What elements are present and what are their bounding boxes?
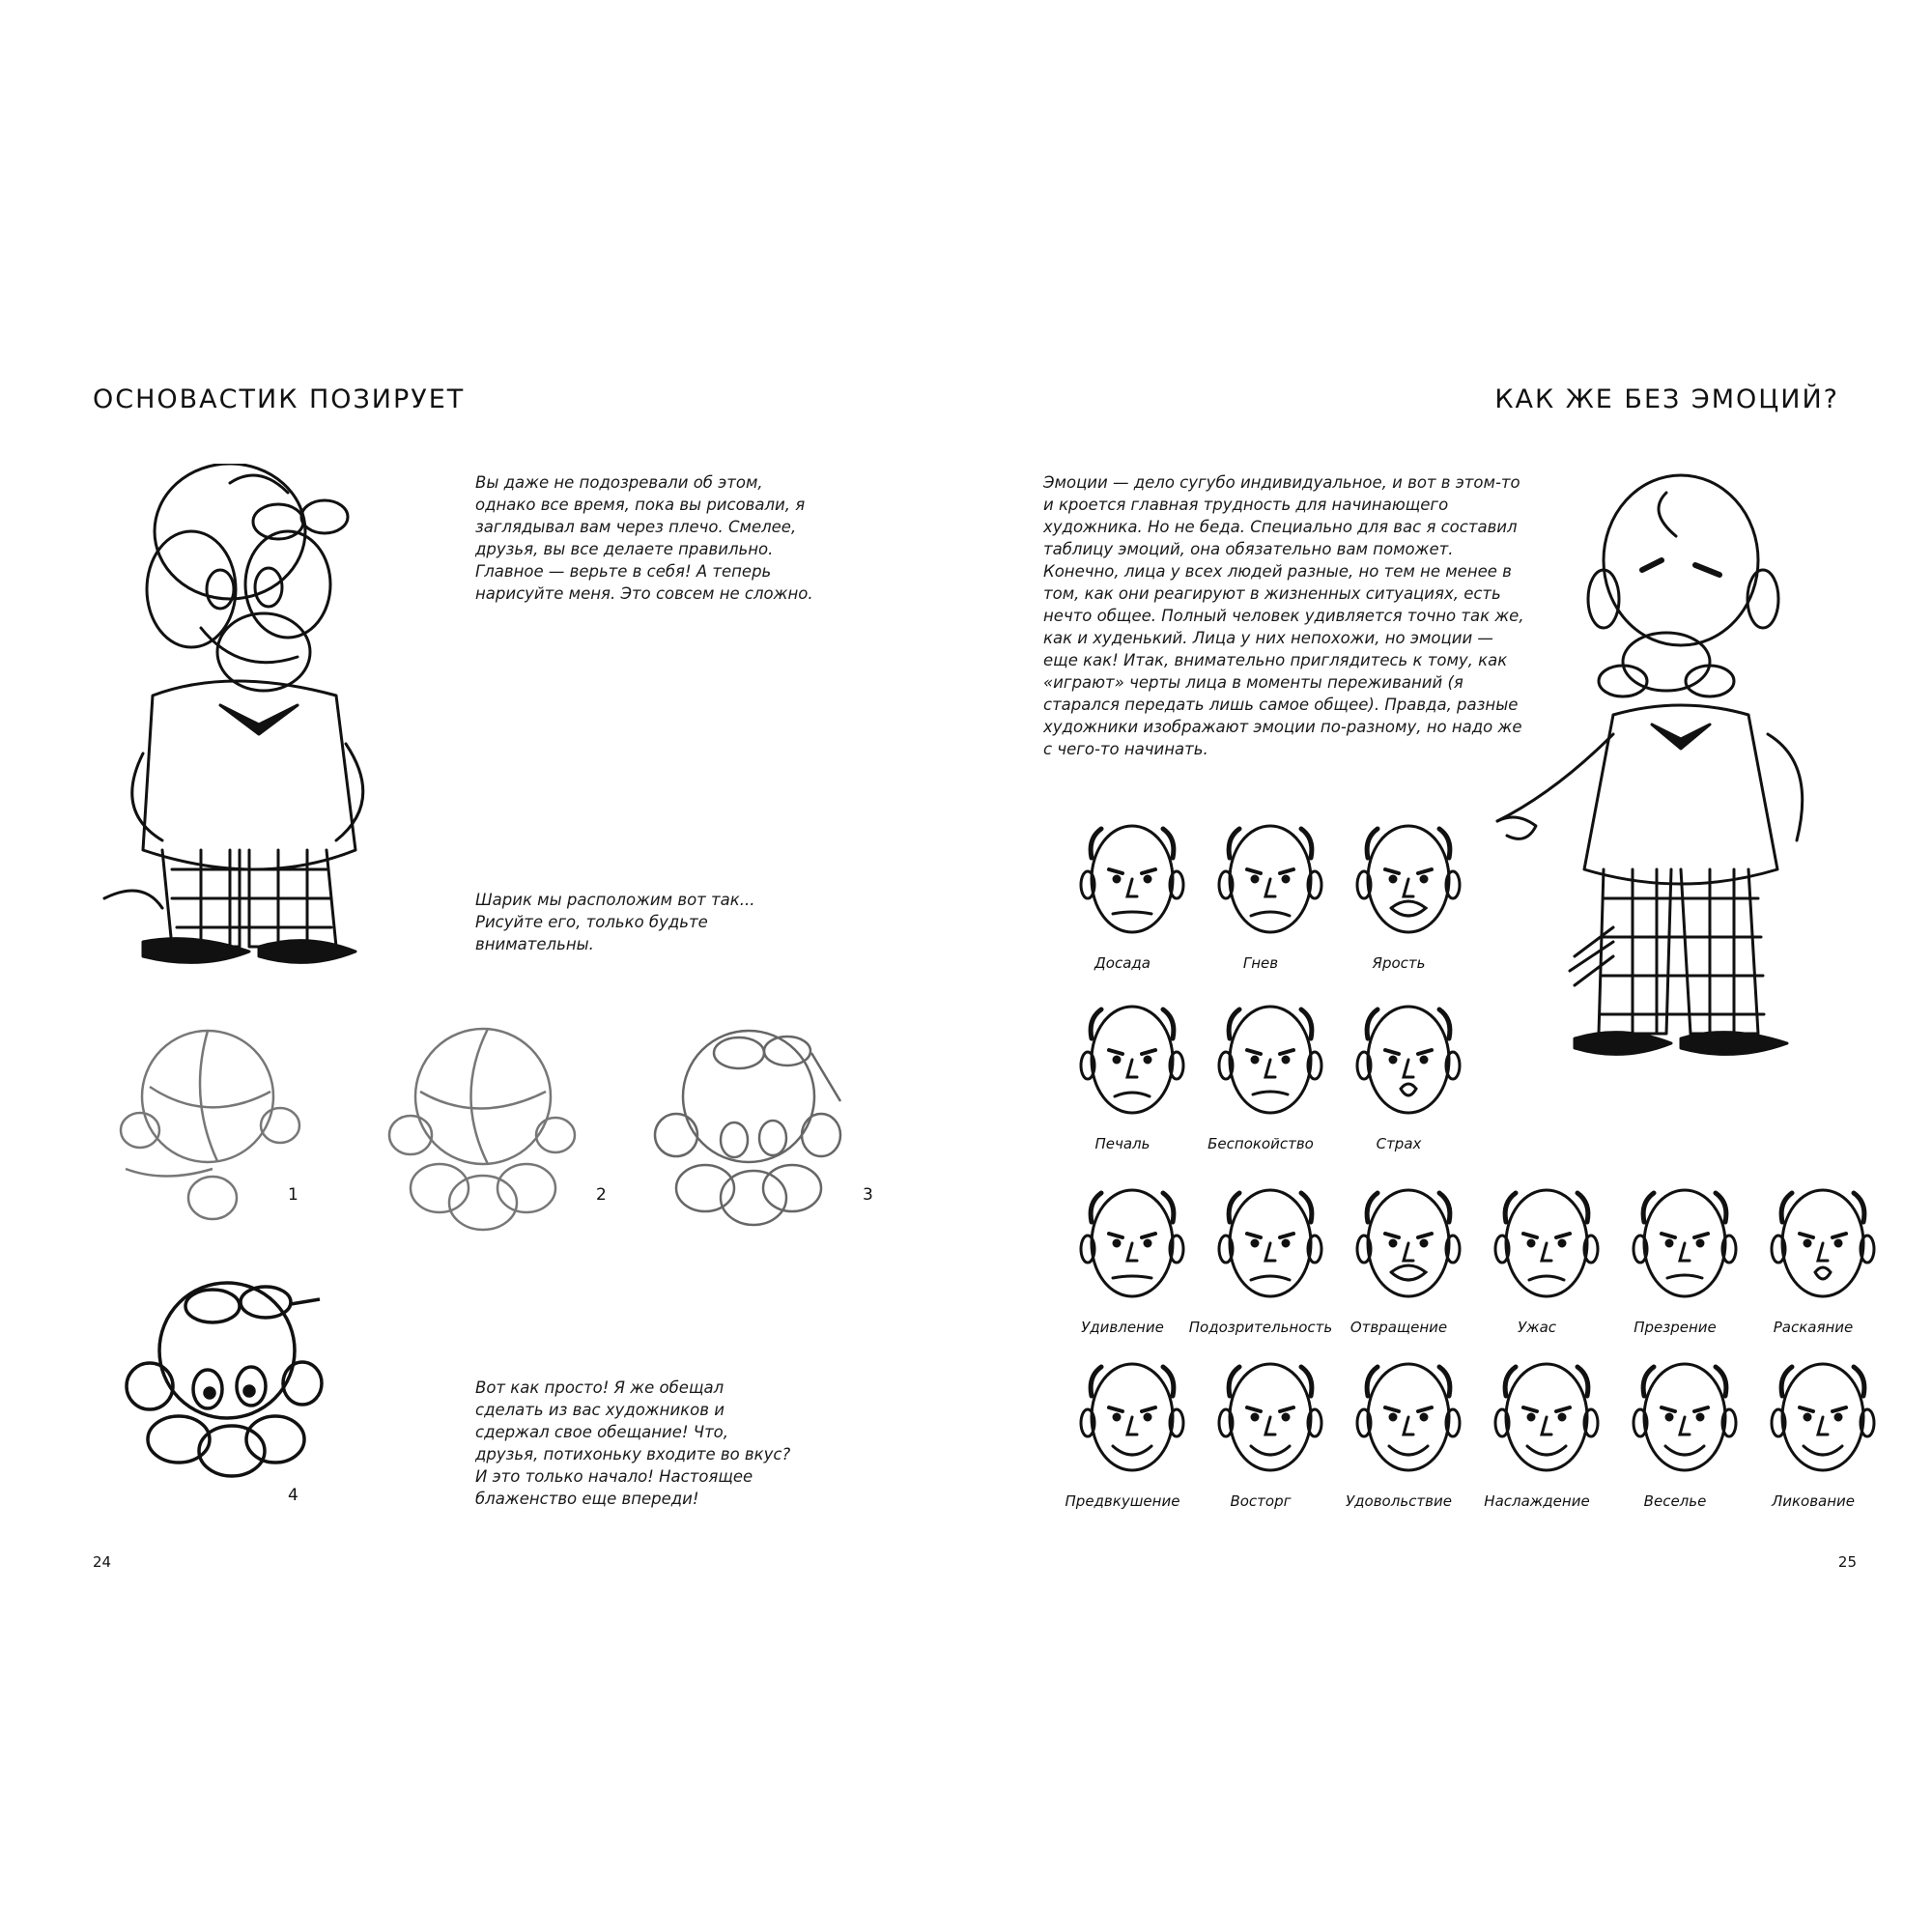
emotion-label: Ликование: [1771, 1492, 1856, 1510]
emotion-label: Ужас: [1517, 1319, 1557, 1336]
emotion-label: Подозрительность: [1188, 1319, 1333, 1336]
emotion-face: [1331, 819, 1466, 998]
right-page-title: КАК ЖЕ БЕЗ ЭМОЦИЙ?: [1494, 384, 1839, 414]
emotion-label: Наслаждение: [1484, 1492, 1590, 1510]
emotion-face: [1607, 1183, 1743, 1362]
emotion-face-drawing: [1350, 1183, 1466, 1309]
emotion-face: [1055, 1000, 1190, 1179]
emotion-face: [1193, 1357, 1328, 1536]
emotion-face-drawing: [1350, 1357, 1466, 1483]
intro-paragraph: Вы даже не подозревали об этом, однако все время, пока вы рисовали, я заглядывал вам через плечо. Смелее, друзья, вы все делаете правильно. Главное — верьте в себя! А теперь нарисуйте меня. Это совсем не сложно.: [475, 473, 813, 603]
sketch-step-2: [382, 1024, 580, 1232]
emotion-label: Веселье: [1643, 1492, 1707, 1510]
emotion-face-drawing: [1212, 819, 1328, 945]
closing-paragraph: Вот как просто! Я же обещал сделать из вас художников и сдержал свое обещание! Что, друзья, потихоньку входите во вкус? И это только начало! Настоящее блаженство еще впереди!: [475, 1378, 791, 1508]
emotion-face-drawing: [1627, 1357, 1743, 1483]
emotion-face-drawing: [1765, 1357, 1881, 1483]
emotion-face: [1055, 819, 1190, 998]
emotion-face-drawing: [1074, 819, 1190, 945]
emotion-face-drawing: [1074, 1183, 1190, 1309]
emotion-face-drawing: [1765, 1183, 1881, 1309]
emotion-face: [1193, 1000, 1328, 1179]
sketch-step-3: [647, 1024, 860, 1227]
emotion-label: Печаль: [1094, 1135, 1151, 1152]
emotion-label: Восторг: [1230, 1492, 1292, 1510]
emotion-face: [1331, 1183, 1466, 1362]
emotion-face-drawing: [1489, 1183, 1605, 1309]
emotion-face-drawing: [1489, 1357, 1605, 1483]
emotion-face: [1055, 1357, 1190, 1536]
emotion-face-drawing: [1212, 1000, 1328, 1125]
emotion-face-drawing: [1212, 1183, 1328, 1309]
sketch-step-2-number: 2: [596, 1185, 607, 1205]
emotion-label: Отвращение: [1350, 1319, 1448, 1336]
emotion-label: Презрение: [1634, 1319, 1717, 1336]
emotion-label: Предвкушение: [1065, 1492, 1180, 1510]
emotion-face-drawing: [1212, 1357, 1328, 1483]
emotion-label: Беспокойство: [1208, 1135, 1314, 1152]
emotion-face-drawing: [1350, 1000, 1466, 1125]
emotion-face: [1331, 1357, 1466, 1536]
emotion-label: Гнев: [1242, 954, 1279, 972]
standing-character-illustration: [1488, 473, 1864, 1063]
sketch-step-1-number: 1: [288, 1185, 298, 1205]
emotion-face-drawing: [1074, 1000, 1190, 1125]
seated-character-illustration: [85, 464, 418, 985]
emotion-label: Удивление: [1081, 1319, 1164, 1336]
emotion-face: [1746, 1183, 1881, 1362]
emotions-paragraph: Эмоции — дело сугубо индивидуальное, и вот в этом-то и кроется главная трудность для начинающего художника. Но не беда. Специально для вас я составил таблицу эмоций, она обязательно вам поможет. Конечно, лица у всех людей разные, но тем не менее в том, как они реагируют в жизненных ситуациях, есть нечто общее. Полный человек удивляется точно так же, как и худенький. Лица у них непохожи, но эмоции — еще как! Итак, внимательно приглядитесь к тому, как «играют» черты лица в моменты переживаний (я старался передать лишь самое общее). Правда, разные художники изображают эмоции по-разному, но надо же с чего-то начинать.: [1043, 473, 1524, 758]
left-page-title: ОСНОВАСТИК ПОЗИРУЕТ: [93, 384, 466, 414]
emotion-face: [1469, 1183, 1605, 1362]
emotion-face: [1331, 1000, 1466, 1179]
left-page-number: 24: [93, 1553, 112, 1571]
emotion-face: [1055, 1183, 1190, 1362]
sketch-step-1: [116, 1029, 309, 1222]
emotion-face: [1607, 1357, 1743, 1536]
ball-instruction-paragraph: Шарик мы расположим вот так... Рисуйте его, только будьте внимательны.: [475, 891, 755, 953]
emotion-label: Досада: [1094, 954, 1151, 972]
emotion-label: Ярость: [1372, 954, 1426, 972]
emotion-label: Удовольствие: [1346, 1492, 1452, 1510]
emotion-label: Раскаяние: [1773, 1319, 1854, 1336]
sketch-step-4: [121, 1275, 333, 1478]
emotion-face-drawing: [1627, 1183, 1743, 1309]
emotion-face: [1469, 1357, 1605, 1536]
emotion-face: [1193, 819, 1328, 998]
right-page-number: 25: [1837, 1553, 1857, 1571]
sketch-step-3-number: 3: [863, 1185, 873, 1205]
sketch-step-4-number: 4: [288, 1486, 298, 1505]
emotion-face: [1746, 1357, 1881, 1536]
emotion-label: Страх: [1376, 1135, 1422, 1152]
emotion-face-drawing: [1350, 819, 1466, 945]
right-page: [966, 0, 1932, 1932]
emotion-face: [1188, 1183, 1333, 1362]
emotion-face-drawing: [1074, 1357, 1190, 1483]
